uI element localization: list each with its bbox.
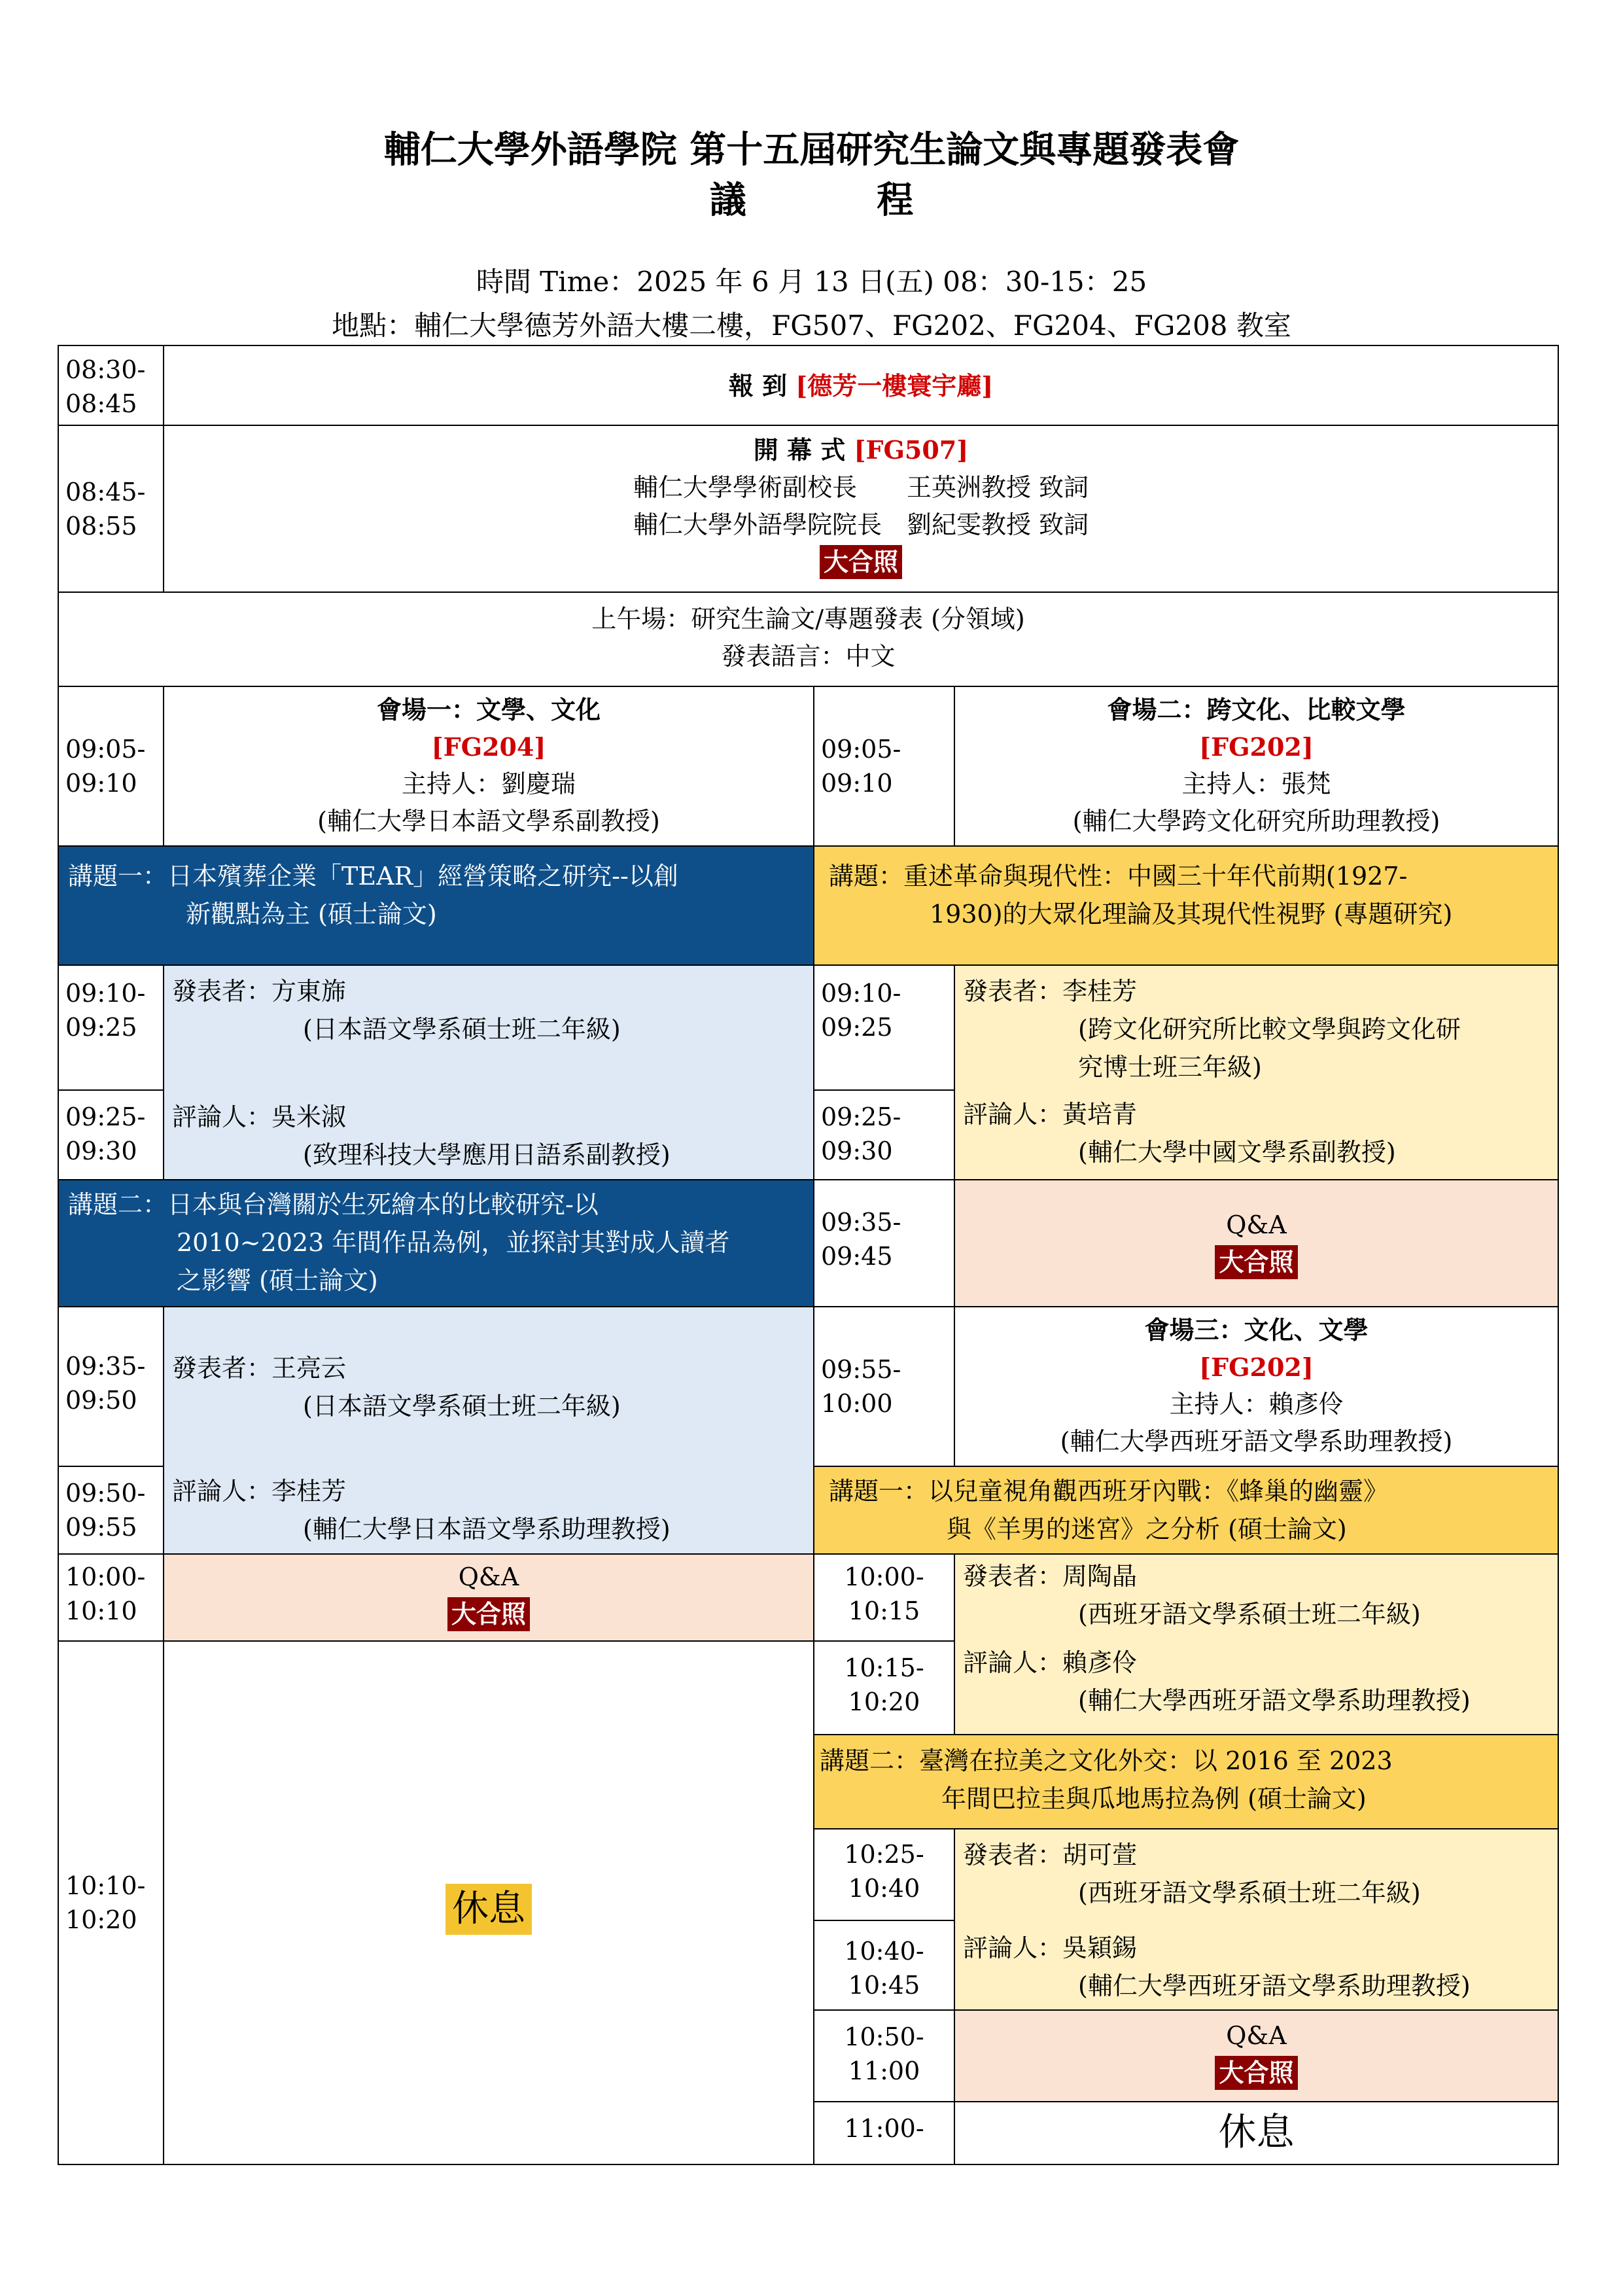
venue1-t2-people	[163, 1306, 814, 1555]
venue3-t1-people	[954, 1553, 1559, 1735]
venue3-t2-presenter-aff: (西班牙語文學系碩士班二年級)	[1078, 1879, 1421, 1907]
checkin-place: [德芳一樓寰宇廳]	[795, 371, 994, 400]
event-place: 地點：輔仁大學德芳外語大樓二樓，FG507、FG202、FG204、FG208 教室	[332, 309, 1291, 342]
venue3-qa-label: Q&A	[1226, 2021, 1287, 2050]
venue2-time: 09:05- 09:10	[813, 686, 955, 847]
venue3-host-affiliation: (輔仁大學西班牙語文學系助理教授)	[1060, 1427, 1453, 1456]
opening-time: 08:45- 08:55	[58, 425, 164, 593]
venue1-header	[163, 686, 814, 847]
venue1-topic2	[58, 1179, 814, 1307]
venue3-t2-comment-time: 10:40- 10:45	[813, 1920, 955, 2011]
venue2-qa-label: Q&A	[1226, 1210, 1287, 1239]
venue2-presenter-aff2: 究博士班三年級)	[1078, 1053, 1262, 1082]
checkin-label: 報 到	[728, 371, 796, 400]
venue2-topic-line2: 1930)的大眾化理論及其現代性視野 (專題研究)	[930, 900, 1453, 928]
venue3-t1-presenter-aff: (西班牙語文學系碩士班二年級)	[1078, 1600, 1421, 1629]
page-title: 輔仁大學外語學院 第十五屆研究生論文與專題發表會	[383, 128, 1240, 171]
venue2-topic-line1: 講題：重述革命與現代性：中國三十年代前期(1927-	[829, 862, 1408, 891]
venue1-t2-presenter: 發表者：王亮云	[172, 1354, 347, 1383]
group-photo-badge: 大合照	[1215, 1245, 1297, 1279]
venue1-room: [FG204]	[431, 732, 546, 762]
venue3-time: 09:55- 10:00	[813, 1306, 955, 1467]
venue1-t1-people	[163, 964, 814, 1180]
morning-session-language: 發表語言：中文	[721, 642, 896, 671]
opening-speaker-2: 輔仁大學外語學院院長 劉紀雯教授 致詞	[633, 510, 1089, 539]
venue2-qa-cell	[954, 1179, 1559, 1307]
venue3-t2-present-time: 10:25- 10:40	[813, 1828, 955, 1921]
venue3-name: 會場三：文化、文學	[1144, 1315, 1369, 1345]
venue1-qa-time: 10:00- 10:10	[58, 1553, 164, 1642]
venue3-qa-cell	[954, 2009, 1559, 2102]
venue3-t1-presenter: 發表者：周陶晶	[963, 1562, 1138, 1591]
venue2-present-time: 09:10- 09:25	[813, 964, 955, 1091]
opening-speaker-1: 輔仁大學學術副校長 王英洲教授 致詞	[633, 473, 1089, 502]
venue1-qa-label: Q&A	[458, 1563, 519, 1591]
venue1-t2-presenter-aff: (日本語文學系碩士班二年級)	[303, 1392, 621, 1421]
venue2-comment-time: 09:25- 09:30	[813, 1089, 955, 1180]
venue1-name: 會場一：文學、文化	[376, 695, 601, 724]
venue2-commentator-aff: (輔仁大學中國文學系副教授)	[1078, 1138, 1396, 1167]
venue3-t2-commentator-aff: (輔仁大學西班牙語文學系助理教授)	[1078, 1971, 1471, 2000]
opening-cell	[163, 425, 1559, 593]
venue1-time: 09:05- 09:10	[58, 686, 164, 847]
venue1-t2-comment-time: 09:50- 09:55	[58, 1466, 164, 1555]
venue1-host: 主持人：劉慶瑞	[401, 769, 576, 798]
venue1-t1-presenter: 發表者：方東旆	[172, 977, 347, 1006]
morning-session-cell	[58, 592, 1559, 687]
venue3-t2-people	[954, 1828, 1559, 2011]
venue3-topic1	[813, 1466, 1559, 1555]
venue3-t2-presenter: 發表者：胡可萱	[963, 1841, 1138, 1869]
venue3-t1-present-time: 10:00- 10:15	[813, 1553, 955, 1642]
venue3-topic2	[813, 1734, 1559, 1829]
venue1-t2-present-time: 09:35- 09:50	[58, 1306, 164, 1467]
venue3-topic2-line1: 講題二：臺灣在拉美之文化外交：以 2016 至 2023	[820, 1746, 1393, 1775]
venue1-t1-comment-time: 09:25- 09:30	[58, 1089, 164, 1180]
venue1-topic1	[58, 845, 814, 966]
venue2-host: 主持人：張梵	[1181, 769, 1331, 798]
venue2-room: [FG202]	[1199, 732, 1314, 762]
group-photo-badge: 大合照	[820, 545, 902, 579]
venue3-host: 主持人：賴彥伶	[1169, 1390, 1344, 1419]
venue3-room: [FG202]	[1199, 1352, 1314, 1382]
venue3-topic1-line1: 講題一：以兒童視角觀西班牙內戰：《蜂巢的幽靈》	[829, 1477, 1389, 1506]
venue1-topic2-line3: 之影響 (碩士論文)	[177, 1266, 378, 1295]
venue2-commentator: 評論人：黃培青	[963, 1100, 1138, 1129]
venue3-t2-commentator: 評論人：吳穎錫	[963, 1934, 1138, 1962]
venue1-qa-cell	[163, 1553, 814, 1642]
venue3-topic1-line2: 與《羊男的迷宮》之分析 (碩士論文)	[947, 1515, 1347, 1544]
venue1-topic1-line2: 新觀點為主 (碩士論文)	[186, 900, 437, 928]
venue3-rest-time: 11:00-	[813, 2101, 955, 2165]
venue2-presenter-aff1: (跨文化研究所比較文學與跨文化研	[1078, 1015, 1461, 1044]
venue2-topic	[813, 845, 1559, 966]
venue1-rest-cell	[163, 1640, 814, 2165]
venue2-name: 會場二：跨文化、比較文學	[1107, 695, 1406, 724]
venue1-t1-present-time: 09:10- 09:25	[58, 964, 164, 1091]
venue1-t1-presenter-aff: (日本語文學系碩士班二年級)	[303, 1015, 621, 1044]
venue1-topic2-line1: 講題二：日本與台灣關於生死繪本的比較研究-以	[68, 1190, 599, 1219]
event-time: 時間 Time：2025 年 6 月 13 日(五) 08：30-15：25	[476, 266, 1147, 298]
venue2-host-affiliation: (輔仁大學跨文化研究所助理教授)	[1072, 807, 1440, 836]
venue3-rest-cell	[954, 2101, 1559, 2165]
opening-label: 開 幕 式	[753, 435, 854, 465]
opening-place: [FG507]	[854, 435, 969, 465]
venue1-t2-commentator: 評論人：李桂芳	[172, 1477, 347, 1506]
page-subtitle: 議 程	[709, 179, 973, 222]
venue1-topic1-line1: 講題一：日本殯葬企業「TEAR」經營策略之研究--以創	[68, 862, 678, 891]
venue1-topic2-line2: 2010~2023 年間作品為例，並探討其對成人讀者	[177, 1228, 730, 1257]
venue1-t1-commentator-aff: (致理科技大學應用日語系副教授)	[303, 1140, 671, 1169]
rest-label: 休息	[445, 1884, 532, 1935]
venue2-header	[954, 686, 1559, 847]
group-photo-badge: 大合照	[447, 1597, 530, 1631]
venue3-t1-comment-time: 10:15- 10:20	[813, 1640, 955, 1735]
venue3-header	[954, 1306, 1559, 1467]
morning-session-title: 上午場：研究生論文/專題發表 (分領域)	[591, 605, 1025, 633]
group-photo-badge: 大合照	[1215, 2056, 1297, 2090]
venue1-rest-time: 10:10- 10:20	[58, 1640, 164, 2165]
checkin-cell	[163, 345, 1559, 426]
checkin-time: 08:30- 08:45	[58, 345, 164, 426]
venue1-t1-commentator: 評論人：吳米淑	[172, 1103, 347, 1131]
venue3-qa-time: 10:50- 11:00	[813, 2009, 955, 2102]
venue2-people	[954, 964, 1559, 1180]
venue2-presenter: 發表者：李桂芳	[963, 977, 1138, 1006]
venue3-topic2-line2: 年間巴拉圭與瓜地馬拉為例 (碩士論文)	[941, 1784, 1367, 1813]
venue3-t1-commentator: 評論人：賴彥伶	[963, 1648, 1138, 1677]
rest-label: 休息	[1218, 2110, 1295, 2154]
venue2-qa-time: 09:35- 09:45	[813, 1179, 955, 1307]
venue1-host-affiliation: (輔仁大學日本語文學系副教授)	[317, 807, 660, 836]
venue3-t1-commentator-aff: (輔仁大學西班牙語文學系助理教授)	[1078, 1686, 1471, 1715]
venue1-t2-commentator-aff: (輔仁大學日本語文學系助理教授)	[303, 1515, 671, 1544]
